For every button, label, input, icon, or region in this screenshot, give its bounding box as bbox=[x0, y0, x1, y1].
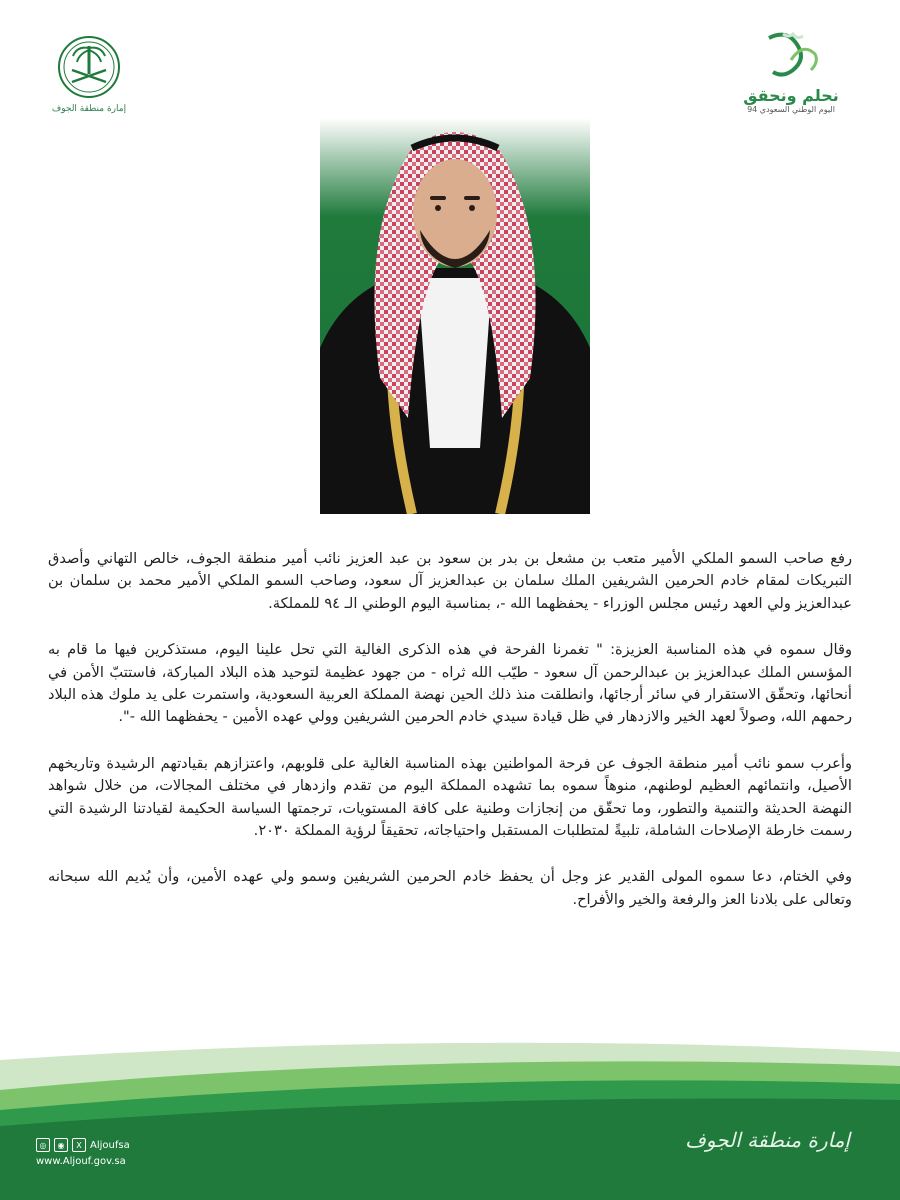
website-link[interactable]: www.Aljouf.gov.sa bbox=[36, 1156, 126, 1167]
footer-wave-shape bbox=[0, 1040, 900, 1200]
instagram-icon[interactable]: ◉ bbox=[54, 1138, 68, 1152]
footer-background bbox=[0, 1040, 900, 1200]
paragraph-3: وأعرب سمو نائب أمير منطقة الجوف عن فرحة المواطنين بهذه المناسبة الغالية على قلوبهم، واعتزازهم بقيادتهم الرشيدة وتاريخهم الأصيل، وانتمائهم العظيم لوطنهم، منوهاً سموه بما تشهده المملكة اليوم من تقدم وازدهار في مختلف المجالات، من خلال شواهد النهضة الحديثة والتنمية والتطور، وما تحقّق من إنجازات وطنية على كافة المستويات، ترجمتها السياسة الحكيمة لقيادتنا الرشيدة التي رسمت خارطة الإصلاحات الشاملة، تلبيةً لمتطلبات المستقبل واحتياجاته، تحقيقاً لرؤية المملكة ٢٠٣٠. bbox=[48, 754, 852, 840]
paragraph-2: وقال سموه في هذه المناسبة العزيزة: " تغمرنا الفرحة في هذه الذكرى الغالية التي تحل علينا اليوم، مستذكرين فيها ما قام به المؤسس الملك عبدالعزيز بن عبدالرحمن آل سعود - طيّب الله ثراه - من جهود عظيمة لتوحيد هذه البلاد المباركة، فاستتبّ الأمن في أنحائها، وتحقّق الاستقرار في سائر أرجائها، وانطلقت منذ ذلك الحين نهضة المملكة العربية السعودية، واستمرت على يد ملوك هذه البلاد رحمهم الله، وصولاً لعهد الخير والازدهار في ظل قيادة سيدي خادم الحرمين الشريفين وولي عهده الأمين - يحفظهما الله -". bbox=[48, 641, 852, 726]
social-handle[interactable]: Aljoufsa bbox=[90, 1139, 130, 1151]
national-day-mark-icon bbox=[761, 30, 821, 84]
portrait-illustration bbox=[320, 118, 590, 514]
national-day-slogan: نحلم ونحقق bbox=[743, 86, 839, 105]
emblem-caption: إمارة منطقة الجوف bbox=[51, 104, 127, 114]
national-day-subtitle: اليوم الوطني السعودي 94 bbox=[747, 105, 835, 114]
footer-calligraphy: إمارة منطقة الجوف bbox=[685, 1128, 850, 1152]
emblem-logo bbox=[48, 34, 130, 124]
statement-body bbox=[48, 548, 852, 935]
snapchat-icon[interactable]: ◎ bbox=[36, 1138, 50, 1152]
palm-swords-icon bbox=[48, 34, 130, 100]
paragraph-4: وفي الختام، دعا سموه المولى القدير عز وجل أن يحفظ خادم الحرمين الشريفين وسمو ولي عهده الأمين، وأن يُديم الله سبحانه وتعالى على بلادنا العز والرفعة والخير والأفراح. bbox=[48, 868, 852, 908]
portrait-photo bbox=[320, 118, 590, 514]
x-icon[interactable]: X bbox=[72, 1138, 86, 1152]
national-day-logo bbox=[726, 30, 856, 120]
paragraph-1: رفع صاحب السمو الملكي الأمير متعب بن مشعل بن بدر بن سعود بن عبد العزيز نائب أمير منطقة الجوف، خالص التهاني وأصدق التبريكات لمقام خادم الحرمين الشريفين الملك سلمان بن عبدالعزيز آل سعود، وصاحب السمو الملكي الأمير محمد بن سلمان بن عبدالعزيز ولي العهد رئيس مجلس الوزراء - يحفظهما الله -، بمناسبة اليوم الوطني الـ ٩٤ للمملكة. bbox=[48, 550, 852, 612]
social-links bbox=[36, 1138, 130, 1152]
